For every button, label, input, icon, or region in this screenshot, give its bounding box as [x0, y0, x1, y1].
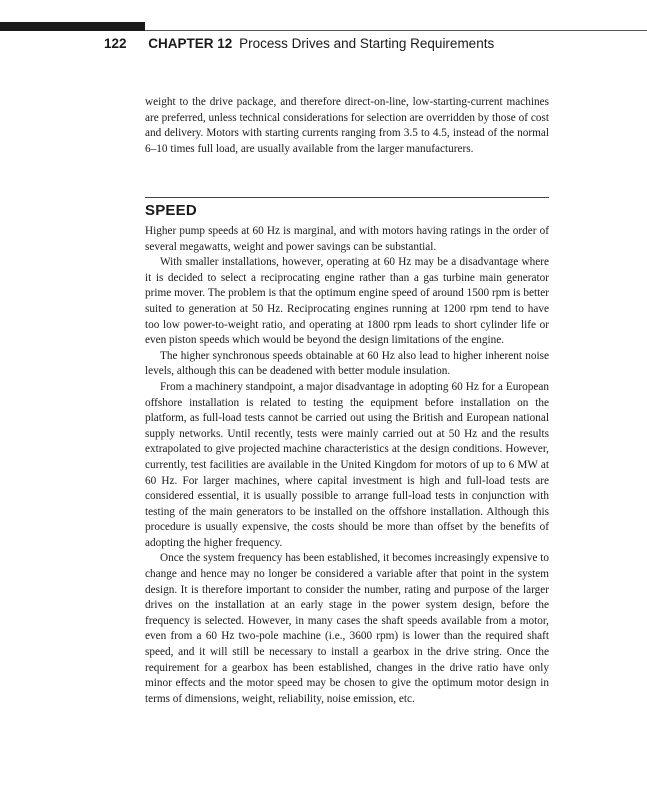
- paragraph: With smaller installations, however, operating at 60 Hz may be a disadvantage where it is decided to select a reciprocating engine rather than a gas turbine main generator prime mover. The problem is that the optimum engine speed of around 1500 rpm is better suited to generation at 50 Hz. Reciprocating engines running at 1200 rpm tend to have too low power-to-weight ratio, and operating at 1800 rpm leads to short cylinder life or even piston speeds which would be beyond the design limitations of the engine.: [145, 256, 549, 347]
- paragraph: Once the system frequency has been established, it becomes increasingly expensive to change and hence may no longer be considered a variable after that point in the system design. It is therefore important to consider the number, rating and purpose of the larger drives on the installation at an early stage in the power system design, before the frequency is selected. However, in many cases the shaft speeds available from a motor, even from a 60 Hz two-pole machine (i.e., 3600 rpm) is lower than the required shaft speed, and it will still be necessary to install a gearbox in the drive string. Once the requirement for a gearbox has been established, changes in the drive ratio have only minor effects and the motor speed may be chosen to give the optimum motor design in terms of dimensions, weight, reliability, noise emission, etc.: [145, 552, 549, 705]
- page-number: 122: [104, 36, 127, 51]
- header-bar: [0, 22, 145, 31]
- header-rule: [145, 30, 647, 31]
- section-body: [145, 224, 549, 707]
- section-divider: [145, 197, 549, 198]
- running-header: [104, 36, 494, 51]
- section-heading: SPEED: [145, 202, 197, 219]
- paragraph: From a machinery standpoint, a major disadvantage in adopting 60 Hz for a European offshore installation is related to testing the equipment before installation on the platform, as full-load tests cannot be carried out using the British and European national supply networks. Until recently, tests were mainly carried out at 50 Hz and the results extrapolated to give projected machine characteristics at the design conditions. However, currently, test facilities are available in the United Kingdom for motors of up to 6 MW at 60 Hz. For larger machines, where capital investment is high and full-load tests are considered essential, it is usually possible to arrange full-load tests in conjunction with testing of the main generators to be installed on the offshore installation. Although this procedure is usually expensive, the costs should be more than offset by the benefits of adopting the higher frequency.: [145, 380, 549, 549]
- intro-paragraph: weight to the drive package, and therefore direct-on-line, low-starting-current machines are preferred, unless technical considerations for selection are overridden by those of cost and delivery. Motors with starting currents ranging from 3.5 to 4.5, instead of the normal 6–10 times full load, are usually available from the larger manufacturers.: [145, 96, 549, 155]
- intro-text-block: [145, 95, 549, 157]
- paragraph: Higher pump speeds at 60 Hz is marginal, and with motors having ratings in the order of several megawatts, weight and power savings can be substantial.: [145, 225, 549, 253]
- chapter-title: Process Drives and Starting Requirements: [239, 36, 495, 51]
- paragraph: The higher synchronous speeds obtainable at 60 Hz also lead to higher inherent noise levels, although this can be deadened with better module insulation.: [145, 349, 549, 378]
- chapter-label: CHAPTER 12: [148, 36, 233, 51]
